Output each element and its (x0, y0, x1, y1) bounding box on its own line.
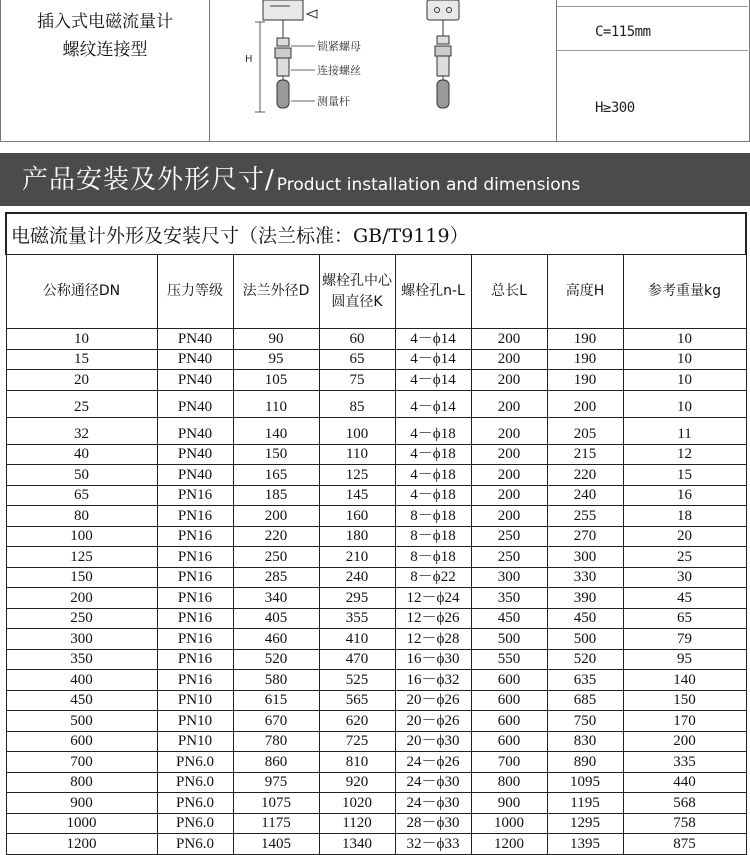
cell-length: 200 (471, 506, 547, 527)
cell-dn: 80 (6, 506, 157, 527)
cell-flange-od: 405 (233, 608, 319, 629)
cell-bolt-holes: 12－ϕ28 (395, 629, 471, 650)
cell-height: 1095 (547, 772, 623, 793)
cell-weight: 10 (623, 349, 746, 370)
table-row (6, 793, 746, 814)
cell-bolt-circle: 620 (319, 711, 395, 732)
cell-length: 700 (471, 752, 547, 773)
cell-length: 600 (471, 731, 547, 752)
cell-bolt-circle: 100 (319, 417, 395, 444)
cell-pressure: PN16 (157, 506, 233, 527)
cell-bolt-holes: 12－ϕ24 (395, 588, 471, 609)
cell-bolt-holes: 24－ϕ30 (395, 793, 471, 814)
cell-bolt-circle: 470 (319, 649, 395, 670)
cell-bolt-circle: 725 (319, 731, 395, 752)
cell-length: 550 (471, 649, 547, 670)
product-type-label (10, 8, 200, 64)
cell-length: 200 (471, 370, 547, 391)
cell-bolt-holes: 4－ϕ14 (395, 329, 471, 350)
cell-flange-od: 460 (233, 629, 319, 650)
cell-bolt-holes: 16－ϕ30 (395, 649, 471, 670)
spec-divider (557, 6, 748, 7)
cell-height: 1295 (547, 813, 623, 834)
table-row (6, 390, 746, 417)
cell-bolt-holes: 8－ϕ18 (395, 547, 471, 568)
cell-dn: 100 (6, 526, 157, 547)
cell-weight: 95 (623, 649, 746, 670)
cell-weight: 140 (623, 670, 746, 691)
cell-dn: 40 (6, 444, 157, 465)
table-row (6, 547, 746, 568)
spec-divider (557, 50, 748, 51)
cell-flange-od: 340 (233, 588, 319, 609)
cell-height: 1195 (547, 793, 623, 814)
table-row (6, 506, 746, 527)
cell-pressure: PN40 (157, 390, 233, 417)
cell-flange-od: 285 (233, 567, 319, 588)
cell-bolt-circle: 145 (319, 485, 395, 506)
cell-height: 685 (547, 690, 623, 711)
cell-height: 635 (547, 670, 623, 691)
cell-dn: 15 (6, 349, 157, 370)
cell-weight: 170 (623, 711, 746, 732)
cell-bolt-circle: 525 (319, 670, 395, 691)
cell-bolt-circle: 65 (319, 349, 395, 370)
cell-bolt-holes: 32－ϕ33 (395, 834, 471, 855)
cell-bolt-circle: 125 (319, 465, 395, 486)
cell-bolt-holes: 4－ϕ14 (395, 349, 471, 370)
device-front-view (427, 0, 459, 108)
table-row (6, 465, 746, 486)
cell-pressure: PN40 (157, 444, 233, 465)
table-body (6, 329, 746, 855)
cell-dn: 25 (6, 390, 157, 417)
cell-dn: 800 (6, 772, 157, 793)
callout-connect-screw: 连接螺丝 (317, 64, 361, 77)
table-row (6, 711, 746, 732)
spec-c: C=115mm (595, 24, 651, 40)
cell-pressure: PN6.0 (157, 793, 233, 814)
cell-flange-od: 150 (233, 444, 319, 465)
cell-bolt-holes: 8－ϕ18 (395, 506, 471, 527)
cell-flange-od: 90 (233, 329, 319, 350)
cell-pressure: PN16 (157, 629, 233, 650)
cell-height: 750 (547, 711, 623, 732)
table-row (6, 485, 746, 506)
cell-flange-od: 220 (233, 526, 319, 547)
cell-weight: 20 (623, 526, 746, 547)
cell-bolt-holes: 4－ϕ18 (395, 444, 471, 465)
product-drawing (215, 0, 550, 140)
table-title-row (6, 213, 746, 255)
cell-height: 830 (547, 731, 623, 752)
cell-length: 600 (471, 711, 547, 732)
cell-dn: 500 (6, 711, 157, 732)
column-divider (209, 0, 210, 142)
cell-pressure: PN16 (157, 608, 233, 629)
cell-flange-od: 165 (233, 465, 319, 486)
cell-weight: 11 (623, 417, 746, 444)
cell-flange-od: 185 (233, 485, 319, 506)
cell-pressure: PN16 (157, 588, 233, 609)
cell-bolt-circle: 565 (319, 690, 395, 711)
cell-bolt-circle: 810 (319, 752, 395, 773)
cell-height: 1395 (547, 834, 623, 855)
cell-bolt-circle: 85 (319, 390, 395, 417)
cell-bolt-circle: 210 (319, 547, 395, 568)
cell-pressure: PN16 (157, 670, 233, 691)
cell-flange-od: 615 (233, 690, 319, 711)
cell-bolt-circle: 410 (319, 629, 395, 650)
spec-h: H≥300 (595, 100, 635, 116)
cell-weight: 45 (623, 588, 746, 609)
cell-dn: 400 (6, 670, 157, 691)
cell-height: 220 (547, 465, 623, 486)
cell-height: 390 (547, 588, 623, 609)
table-row (6, 329, 746, 350)
cell-flange-od: 200 (233, 506, 319, 527)
cell-weight: 15 (623, 465, 746, 486)
cell-dn: 200 (6, 588, 157, 609)
cell-dn: 50 (6, 465, 157, 486)
section-banner (0, 153, 750, 206)
cell-length: 200 (471, 390, 547, 417)
cell-length: 600 (471, 690, 547, 711)
callout-measure-rod: 测量杆 (317, 95, 350, 108)
cell-dn: 20 (6, 370, 157, 391)
cell-dn: 300 (6, 629, 157, 650)
table-row (6, 588, 746, 609)
header-flange-od: 法兰外径D (233, 255, 319, 329)
cell-height: 500 (547, 629, 623, 650)
table-row (6, 567, 746, 588)
table-row (6, 834, 746, 855)
cell-flange-od: 860 (233, 752, 319, 773)
cell-pressure: PN6.0 (157, 834, 233, 855)
cell-height: 270 (547, 526, 623, 547)
table-row (6, 526, 746, 547)
cell-bolt-holes: 20－ϕ26 (395, 690, 471, 711)
cell-bolt-holes: 4－ϕ18 (395, 417, 471, 444)
cell-weight: 200 (623, 731, 746, 752)
cell-bolt-circle: 110 (319, 444, 395, 465)
header-height: 高度H (547, 255, 623, 329)
cell-height: 190 (547, 329, 623, 350)
cell-pressure: PN10 (157, 690, 233, 711)
cell-bolt-circle: 75 (319, 370, 395, 391)
table-row (6, 690, 746, 711)
cell-bolt-holes: 8－ϕ18 (395, 526, 471, 547)
cell-bolt-holes: 16－ϕ32 (395, 670, 471, 691)
cell-dn: 150 (6, 567, 157, 588)
cell-pressure: PN16 (157, 649, 233, 670)
cell-pressure: PN40 (157, 329, 233, 350)
cell-bolt-holes: 4－ϕ18 (395, 465, 471, 486)
cell-weight: 30 (623, 567, 746, 588)
cell-length: 300 (471, 567, 547, 588)
table-title: 电磁流量计外形及安装尺寸（法兰标准：GB/T9119） (6, 213, 746, 255)
cell-height: 255 (547, 506, 623, 527)
cell-length: 250 (471, 547, 547, 568)
cell-pressure: PN40 (157, 370, 233, 391)
cell-length: 800 (471, 772, 547, 793)
cell-bolt-holes: 28－ϕ30 (395, 813, 471, 834)
cell-weight: 10 (623, 370, 746, 391)
cell-flange-od: 1075 (233, 793, 319, 814)
table-row (6, 772, 746, 793)
table-row (6, 370, 746, 391)
table-header-row (6, 255, 746, 329)
cell-length: 200 (471, 485, 547, 506)
header-length: 总长L (471, 255, 547, 329)
cell-flange-od: 1405 (233, 834, 319, 855)
header-bolt-holes: 螺栓孔n-L (395, 255, 471, 329)
cell-bolt-circle: 60 (319, 329, 395, 350)
cell-pressure: PN40 (157, 349, 233, 370)
cell-weight: 10 (623, 329, 746, 350)
cell-weight: 10 (623, 390, 746, 417)
cell-pressure: PN10 (157, 711, 233, 732)
table-row (6, 629, 746, 650)
cell-flange-od: 105 (233, 370, 319, 391)
cell-dn: 900 (6, 793, 157, 814)
cell-pressure: PN16 (157, 567, 233, 588)
product-title-line2: 螺纹连接型 (62, 40, 148, 60)
cell-length: 200 (471, 465, 547, 486)
cell-dn: 1200 (6, 834, 157, 855)
cell-height: 240 (547, 485, 623, 506)
cell-weight: 440 (623, 772, 746, 793)
cell-bolt-holes: 20－ϕ30 (395, 731, 471, 752)
cell-bolt-circle: 295 (319, 588, 395, 609)
cell-pressure: PN40 (157, 417, 233, 444)
cell-dn: 125 (6, 547, 157, 568)
cell-bolt-circle: 1020 (319, 793, 395, 814)
cell-pressure: PN6.0 (157, 752, 233, 773)
cell-bolt-circle: 920 (319, 772, 395, 793)
cell-pressure: PN16 (157, 485, 233, 506)
banner-title-cn: 产品安装及外形尺寸/ (22, 165, 275, 195)
cell-dn: 350 (6, 649, 157, 670)
header-pressure: 压力等级 (157, 255, 233, 329)
table-row (6, 670, 746, 691)
product-section (0, 0, 750, 143)
column-divider (556, 0, 557, 142)
cell-bolt-holes: 12－ϕ26 (395, 608, 471, 629)
cell-flange-od: 975 (233, 772, 319, 793)
cell-weight: 16 (623, 485, 746, 506)
table-row (6, 417, 746, 444)
cell-height: 205 (547, 417, 623, 444)
cell-pressure: PN6.0 (157, 813, 233, 834)
cell-dn: 700 (6, 752, 157, 773)
header-bolt-circle: 螺栓孔中心圆直径K (319, 255, 395, 329)
cell-weight: 335 (623, 752, 746, 773)
cell-bolt-circle: 240 (319, 567, 395, 588)
cell-flange-od: 670 (233, 711, 319, 732)
table-row (6, 608, 746, 629)
cell-length: 200 (471, 444, 547, 465)
cell-height: 520 (547, 649, 623, 670)
cell-dn: 600 (6, 731, 157, 752)
header-dn: 公称通径DN (6, 255, 157, 329)
cell-length: 500 (471, 629, 547, 650)
table-row (6, 649, 746, 670)
cell-flange-od: 95 (233, 349, 319, 370)
cell-bolt-holes: 8－ϕ22 (395, 567, 471, 588)
cell-flange-od: 780 (233, 731, 319, 752)
cell-dn: 450 (6, 690, 157, 711)
cell-length: 1200 (471, 834, 547, 855)
cell-flange-od: 1175 (233, 813, 319, 834)
cell-dn: 32 (6, 417, 157, 444)
cell-bolt-holes: 24－ϕ30 (395, 772, 471, 793)
cell-flange-od: 110 (233, 390, 319, 417)
cell-weight: 79 (623, 629, 746, 650)
cell-pressure: PN10 (157, 731, 233, 752)
cell-dn: 250 (6, 608, 157, 629)
cell-dn: 65 (6, 485, 157, 506)
cell-length: 900 (471, 793, 547, 814)
cell-bolt-holes: 4－ϕ18 (395, 485, 471, 506)
cell-weight: 150 (623, 690, 746, 711)
table-row (6, 813, 746, 834)
cell-length: 600 (471, 670, 547, 691)
cell-weight: 65 (623, 608, 746, 629)
cell-bolt-holes: 4－ϕ14 (395, 390, 471, 417)
cell-bolt-holes: 24－ϕ26 (395, 752, 471, 773)
cell-bolt-holes: 20－ϕ26 (395, 711, 471, 732)
cell-weight: 25 (623, 547, 746, 568)
cell-height: 190 (547, 370, 623, 391)
cell-weight: 12 (623, 444, 746, 465)
cell-length: 1000 (471, 813, 547, 834)
product-title-line1: 插入式电磁流量计 (37, 12, 173, 32)
cell-length: 250 (471, 526, 547, 547)
cell-length: 200 (471, 349, 547, 370)
table-row (6, 731, 746, 752)
cell-bolt-circle: 1340 (319, 834, 395, 855)
cell-bolt-circle: 180 (319, 526, 395, 547)
cell-flange-od: 250 (233, 547, 319, 568)
cell-height: 890 (547, 752, 623, 773)
header-weight: 参考重量kg (623, 255, 746, 329)
cell-height: 450 (547, 608, 623, 629)
cell-pressure: PN6.0 (157, 772, 233, 793)
cell-flange-od: 520 (233, 649, 319, 670)
banner-title-en: Product installation and dimensions (276, 175, 581, 195)
cell-dn: 10 (6, 329, 157, 350)
cell-height: 215 (547, 444, 623, 465)
cell-length: 350 (471, 588, 547, 609)
cell-length: 200 (471, 417, 547, 444)
cell-weight: 568 (623, 793, 746, 814)
table-row (6, 349, 746, 370)
cell-height: 200 (547, 390, 623, 417)
cell-weight: 875 (623, 834, 746, 855)
cell-bolt-circle: 160 (319, 506, 395, 527)
cell-dn: 1000 (6, 813, 157, 834)
cell-bolt-circle: 1120 (319, 813, 395, 834)
dimensions-table (5, 212, 747, 855)
cell-flange-od: 580 (233, 670, 319, 691)
dimensions-table-wrapper (5, 212, 745, 855)
cell-height: 330 (547, 567, 623, 588)
cell-weight: 758 (623, 813, 746, 834)
cell-length: 450 (471, 608, 547, 629)
cell-pressure: PN16 (157, 547, 233, 568)
cell-bolt-circle: 355 (319, 608, 395, 629)
cell-flange-od: 140 (233, 417, 319, 444)
cell-length: 200 (471, 329, 547, 350)
cell-pressure: PN16 (157, 526, 233, 547)
table-row (6, 752, 746, 773)
device-side-view (255, 0, 317, 112)
dimension-h-label: H (245, 54, 253, 65)
cell-bolt-holes: 4－ϕ14 (395, 370, 471, 391)
table-row (6, 444, 746, 465)
cell-weight: 18 (623, 506, 746, 527)
cell-height: 190 (547, 349, 623, 370)
cell-pressure: PN40 (157, 465, 233, 486)
callout-lock-nut: 锁紧螺母 (317, 40, 361, 53)
cell-height: 300 (547, 547, 623, 568)
